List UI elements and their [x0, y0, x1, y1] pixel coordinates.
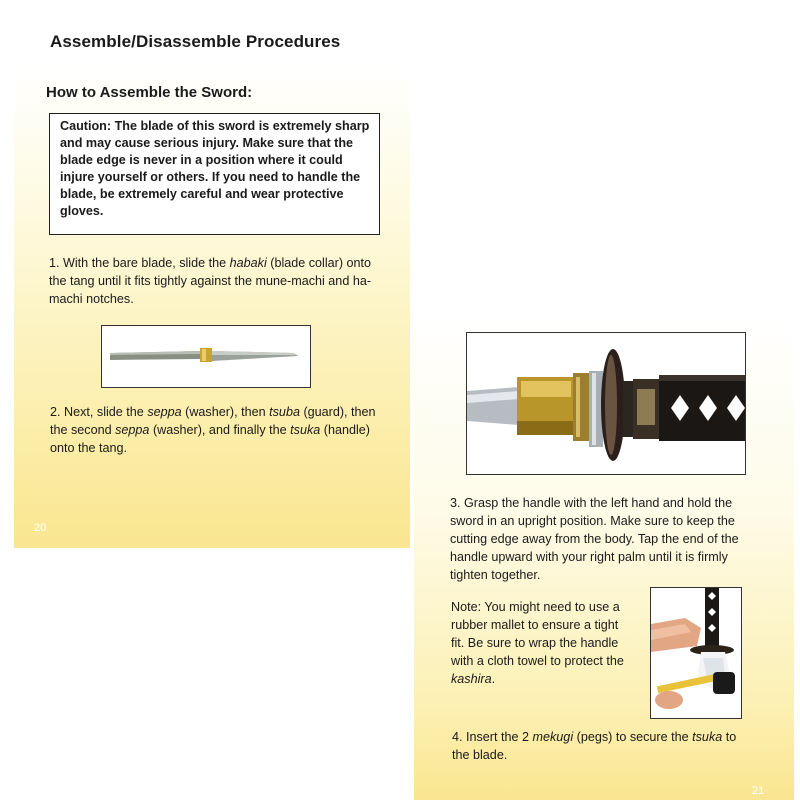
page-title: Assemble/Disassemble Procedures: [50, 32, 341, 51]
step-1-post: (blade collar) onto the tang until it fits tightly against the mune-machi and ha-machi notches.: [49, 256, 372, 306]
step-2-part-5: (handle) onto the tang.: [50, 423, 370, 455]
term-seppa-2: seppa: [115, 423, 150, 437]
term-mekugi: mekugi: [532, 730, 574, 744]
term-habaki: habaki: [229, 256, 267, 270]
step-2-part-1: 2. Next, slide the: [50, 405, 148, 419]
mallet-tapping-photo: [650, 587, 742, 719]
step-4-part-2: (pegs) to secure the: [573, 730, 693, 744]
step-2-part-2: (washer), then: [181, 405, 270, 419]
note-text: [451, 598, 631, 688]
step-1-text: [49, 254, 389, 308]
term-tsuka: tsuka: [290, 423, 321, 437]
term-tsuka-2: tsuka: [692, 730, 723, 744]
step-4-text: [452, 728, 752, 764]
term-kashira: kashira: [451, 672, 492, 686]
section-heading: How to Assemble the Sword:: [46, 84, 253, 101]
step-1-pre: 1. With the bare blade, slide the: [49, 256, 230, 270]
term-tsuba: tsuba: [269, 405, 300, 419]
step-3-text: 3. Grasp the handle with the left hand and hold the sword in an upright position. Make sure to keep the cutting edge away from the body. Tap the end of the handle upward with your right palm until it is firmly tighten together.: [450, 496, 739, 582]
note-end: .: [491, 672, 496, 686]
note-body: Note: You might need to use a rubber mallet to ensure a tight fit. Be sure to wrap the handle with a cloth towel to protect the: [451, 600, 624, 668]
step-4-part-3: to the blade.: [452, 730, 737, 762]
page-number-right: 21: [752, 785, 765, 797]
step-2-text: [50, 403, 380, 457]
blade-habaki-photo: [101, 325, 311, 388]
page-number-left: 20: [34, 522, 47, 534]
step-2-part-3: (guard), then the second: [50, 405, 376, 437]
term-seppa: seppa: [147, 405, 182, 419]
step-4-part-1: 4. Insert the 2: [452, 730, 533, 744]
caution-box: Caution: The blade of this sword is extremely sharp and may cause serious injury. Make sure that the blade edge is never in a position where it could injure yourself or others. If you need to handle the blade, be extremely careful and wear protective gloves.: [49, 113, 380, 235]
step-2-part-4: (washer), and finally the: [149, 423, 291, 437]
sword-fittings-photo: [466, 332, 746, 475]
